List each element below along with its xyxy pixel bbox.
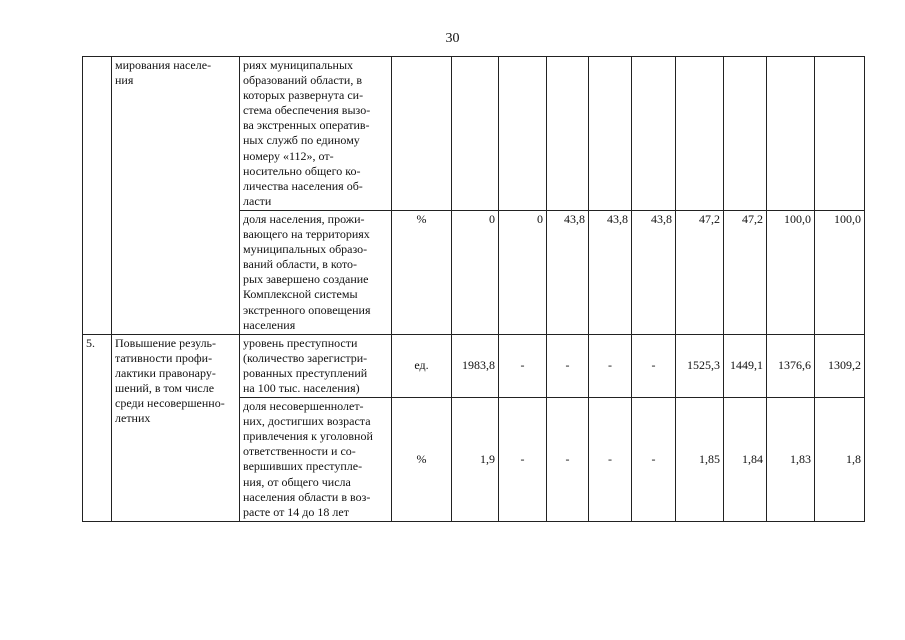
value-cell: - bbox=[547, 398, 589, 522]
value-cell: - bbox=[632, 398, 676, 522]
table-row bbox=[83, 57, 865, 211]
value-cell bbox=[767, 57, 815, 211]
value-cell: 43,8 bbox=[632, 210, 676, 334]
row-number-cell: 5. bbox=[83, 334, 112, 521]
value-cell: 1309,2 bbox=[815, 334, 865, 397]
value-cell: 1,85 bbox=[676, 398, 724, 522]
value-cell: - bbox=[499, 398, 547, 522]
value-cell bbox=[547, 57, 589, 211]
table-row bbox=[83, 334, 865, 397]
value-cell: 1983,8 bbox=[452, 334, 499, 397]
value-cell: - bbox=[632, 334, 676, 397]
value-cell: 1525,3 bbox=[676, 334, 724, 397]
value-cell: 1,8 bbox=[815, 398, 865, 522]
unit-cell bbox=[392, 57, 452, 211]
value-cell bbox=[589, 57, 632, 211]
value-cell: 1,83 bbox=[767, 398, 815, 522]
indicator-cell: уровень преступности (количество зарегистри- рованных преступлений на 100 тыс. населения) bbox=[240, 334, 392, 397]
value-cell: 0 bbox=[452, 210, 499, 334]
unit-cell: ед. bbox=[392, 334, 452, 397]
value-cell: - bbox=[499, 334, 547, 397]
value-cell bbox=[724, 57, 767, 211]
value-cell: 47,2 bbox=[724, 210, 767, 334]
value-cell: 1,9 bbox=[452, 398, 499, 522]
value-cell bbox=[499, 57, 547, 211]
value-cell: 1376,6 bbox=[767, 334, 815, 397]
indicator-cell: риях муниципальных образований области, в которых развернута си- стема обеспечения вызо- ва экстренных оператив- ных служб по единому номеру «112», от- носительно общего ко- личества населения об- ласти bbox=[240, 57, 392, 211]
value-cell: - bbox=[589, 334, 632, 397]
row-number-cell bbox=[83, 57, 112, 335]
value-cell bbox=[815, 57, 865, 211]
value-cell bbox=[632, 57, 676, 211]
value-cell: 1,84 bbox=[724, 398, 767, 522]
unit-cell: % bbox=[392, 398, 452, 522]
indicators-table bbox=[82, 56, 865, 522]
value-cell: - bbox=[547, 334, 589, 397]
value-cell: 1449,1 bbox=[724, 334, 767, 397]
value-cell: 47,2 bbox=[676, 210, 724, 334]
value-cell: 0 bbox=[499, 210, 547, 334]
value-cell: 43,8 bbox=[589, 210, 632, 334]
value-cell: - bbox=[589, 398, 632, 522]
value-cell: 100,0 bbox=[815, 210, 865, 334]
value-cell: 100,0 bbox=[767, 210, 815, 334]
value-cell bbox=[452, 57, 499, 211]
indicator-cell: доля несовершеннолет- них, достигших возраста привлечения к уголовной ответственности и со- вершивших преступле- ния, от общего числа населения области в воз- расте от 14 до 18 лет bbox=[240, 398, 392, 522]
value-cell: 43,8 bbox=[547, 210, 589, 334]
page-number: 30 bbox=[445, 31, 460, 46]
unit-cell: % bbox=[392, 210, 452, 334]
value-cell bbox=[676, 57, 724, 211]
indicator-cell: доля населения, прожи- вающего на территориях муниципальных образо- ваний области, в кото- рых завершено создание Комплексной системы экстренного оповещения населения bbox=[240, 210, 392, 334]
measure-name-cell: Повышение резуль- тативности профи- лактики правонару- шений, в том числе среди несовершенно- летних bbox=[112, 334, 240, 521]
measure-name-cell: мирования населе- ния bbox=[112, 57, 240, 335]
